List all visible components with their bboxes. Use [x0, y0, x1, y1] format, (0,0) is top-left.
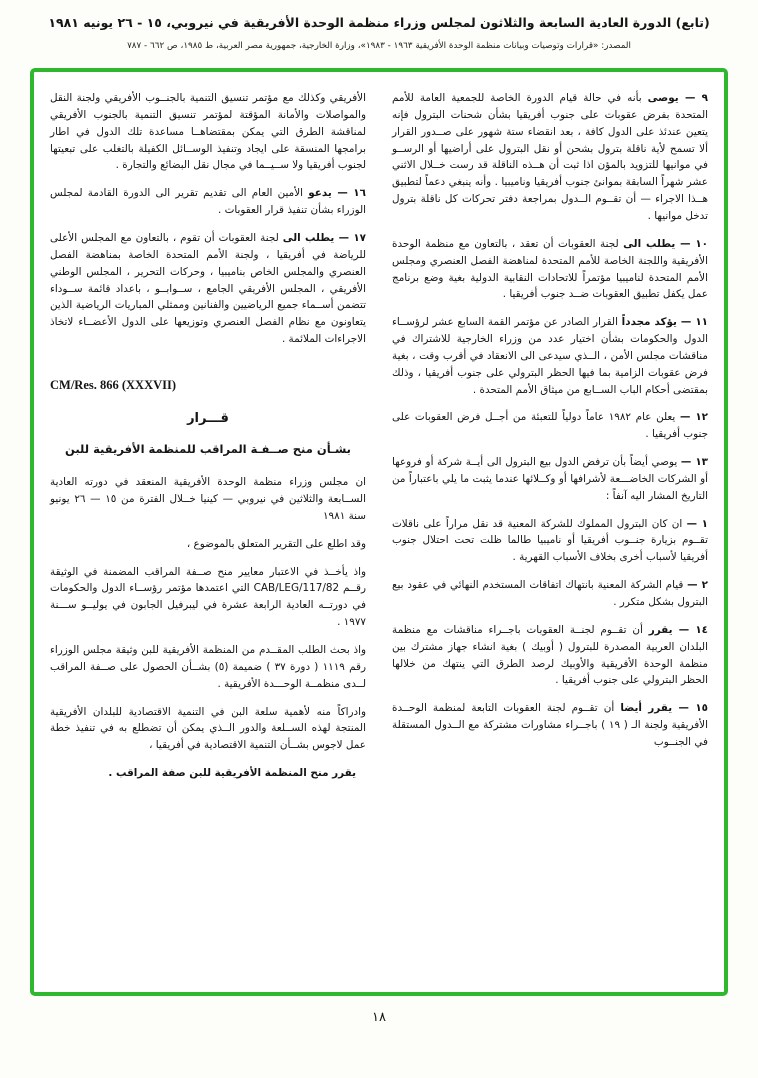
para-17 [50, 230, 366, 348]
para-13 [392, 454, 708, 505]
content-frame [30, 68, 728, 996]
para-13-sub-2 [392, 577, 708, 611]
para-13-sub-2-text: قيام الشركة المعنية بانتهاك اتفاقات المستخدم النهائي في عقود بيع البترول بشكل متكرر . [392, 579, 708, 608]
para-10-text: لجنة العقوبات أن تعقد ، بالتعاون مع منظمة الوحدة الأفريقية واللجنة الخاصة للأمم المتحدة لمناهضة الفصل العنصري ومجلس الأمم المتحدة لناميبيا مؤتمراً للاتحادات النقابية الدولية بغية وضع برنامج عمل يكفل تطبيق العقوبات ضــد جنوب أفريقيا . [392, 237, 708, 301]
para-12-text: يعلن عام ١٩٨٢ عاماً دولياً للتعبئة من أجــل فرض العقوبات على جنوب أفريقيا . [392, 411, 708, 441]
resolution-clause-request-text: واذ بحث الطلب المقــدم من المنظمة الأفريقية للبن وثيقة مجلس الوزراء رقم ١١١٩ ( دورة ٣٧ ) ضميمة (٥) بشــأن الحصول على صــفة المراقب لــدى منظمــة الوحـــدة الأفريقية . [50, 644, 366, 690]
para-11 [392, 314, 708, 398]
para-13-sub-2-number: ٢ — [687, 579, 709, 592]
para-10-number: ١٠ — يطلب الى [623, 237, 708, 250]
para-12 [392, 409, 708, 443]
page-footer [0, 1010, 758, 1025]
page-number: ١٨ [372, 1010, 386, 1026]
para-13-number: ١٣ — [680, 456, 708, 469]
resolution-preamble [50, 474, 366, 525]
resolution-clause-criteria [50, 564, 366, 631]
para-15-number: ١٥ — يقرر أيضا [620, 702, 709, 715]
para-12-number: ١٢ — [679, 411, 709, 424]
resolution-clause-request [50, 642, 366, 693]
para-13-sub-1-number: ١ — [686, 517, 708, 530]
para-17-text: لجنة العقوبات أن تقوم ، بالتعاون مع المجلس الأعلى للرياضة في أفريقيا ، ولجنة الأمم المتحدة الخاصة بمناهضة الفصل العنصري والمجلس الخاص بناميبيا ، وحركات التحرير ، المجلس الوطني الأفريقي ، المجلس الأفريقي الجامع ، ســوابــو ، باعداد قائمة ســوداء تتضمن أســماء جميع الرياضيين والفنانين وممثلي المباريات الرياضية الذين يتعاونون مع نظام الفصل العنصري وتوزيعها على الدول الأعضــاء لاتخاذ الاجراءات الملائمة . [50, 231, 366, 346]
para-9-number: ٩ — يوصى [647, 92, 708, 105]
resolution-clause-criteria-text: واذ يأخــذ في الاعتبار معايير منح صــفة المراقب المضمنة في الوثيقة رقــم CAB/LEG/117/82 التي اعتمدها مؤتمر رؤســاء الدول والحكومات في دورتــه العادية الرابعة عشرة في ليبرفيل الجابون في يوليــو ســـنة ١٩٧٧ . [50, 565, 367, 629]
para-15 [392, 700, 708, 751]
para-11-number: ١١ — يؤكد مجدداً [621, 316, 708, 329]
two-column-layout [50, 90, 708, 982]
resolution-decision: يقرر منح المنظمة الأفريقية للبن صفة المراقب . [108, 767, 356, 780]
para-14-text: أن تقــوم لجنــة العقوبات باجــراء مناقشات مع منظمة البلدان العربية المصدرة للبترول ( أوبيك ) بغية انشاء جهاز مشترك بين منظمة الوحدة الأفريقية والأوبيك لرصد الطرق التي ينتهك من خلالها الحظر البترولي على جنوب أفريقيا . [392, 623, 708, 687]
resolution-clause-awareness [50, 704, 366, 755]
para-14-number: ١٤ — يقرر [648, 623, 709, 636]
para-16-number: ١٦ — يدعو [308, 187, 366, 200]
para-10 [392, 236, 708, 303]
header-title: (تابع) الدورة العادية السابعة والثلاثون لمجلس وزراء منظمة الوحدة الأفريقية في نيروبي، ١٥ - ٢٦ يونيه ١٩٨١ [48, 15, 710, 30]
resolution-subject: بشـأن منح صــفـة المراقب للمنظمة الأفريقية للبن [65, 441, 351, 456]
resolution-preamble-text: ان مجلس وزراء منظمة الوحدة الأفريقية المنعقد في دورته العادية الســابعة والثلاثين في نيروبي — كينيا خــلال الفترة من ١٥ — ٢٦ يونيو سنة ١٩٨١ [50, 476, 366, 522]
document-header [0, 14, 758, 52]
para-13-sub-1 [392, 516, 708, 567]
continuation-paragraph [50, 90, 366, 174]
column-left [50, 90, 366, 982]
continuation-text: الأفريقي وكذلك مع مؤتمر تنسيق التنمية بالجنــوب الأفريقي ولجنة النقل والمواصلات والأمانة المؤقتة لمؤتمر تنسيق التنمية بالجنوب الأفريقي لمناقشة الطرق التي يمكن بمقتضاهــا مساعدة تلك الدول في اطار برامجها المنسقة على ايجاد وتنفيذ الوســائل الكفيلة بالتغلب على تبعيتها لجنوب أفريقيا ولا ســيــما في مجال نقل البضائع والتجارة . [50, 92, 366, 172]
para-14 [392, 622, 708, 689]
para-9 [392, 90, 708, 225]
para-11-text: القرار الصادر عن مؤتمر القمة السابع عشر لرؤســاء الدول والحكومات بشأن اختيار عدد من وزراء الخارجية للاشتراك في مناقشات مجلس الأمن ، الــذي سيدعى الى الانعقاد في أقرب وقت ، بغية فرض عقوبات الزامية بما فيها الحظر البترولي على جنوب أفريقيا ، وذلك بمقتضى أحكام الباب الســابع من ميثاق الأمم المتحدة . [392, 316, 708, 396]
para-16 [50, 185, 366, 219]
resolution-reference: CM/Res. 866 (XXXVII) [50, 377, 177, 392]
resolution-clause-report [50, 536, 366, 553]
column-right [392, 90, 708, 982]
para-15-text: أن تقــوم لجنة العقوبات التابعة لمنظمة الوحــدة الأفريقية ولجنة الـ ( ١٩ ) باجــراء مشاورات مشتركة مع الــدول المستقلة في الجنــوب [392, 702, 708, 748]
para-9-text: بأنه في حالة قيام الدورة الخاصة للجمعية العامة للأمم المتحدة بفرض عقوبات على جنوب أفريقيا بشأن شحنات البترول فإنه يتعين عندئذ على الدول كافة ، بعد انقضاء ستة شهور على صــدور القرار ألا تسمح لأية ناقلة بترول بشحن أو نقل البترول على أراضيها أو الرســو في موانيها للتزويد بالمؤن اذا ثبت أن هــذه الناقلة قد رست خــلال الاثني عشر شهراً السابقة بموانئ جنوب أفريقيا وناميبيا . وأنه ينبغي دعماً لتطبيق هــذا الاجراء — أن تقــوم الــدول بمراجعة دفتر تحركات كل ناقلة بترول تدخل موانيها . [392, 92, 708, 222]
header-source: المصدر: «قرارات وتوصيات وبيانات منظمة الوحدة الأفريقية ١٩٦٣ - ١٩٨٣»، وزارة الخارجية، جمهورية مصر العربية، ط ١٩٨٥، ص ٦٦٢ - ٧٨٧ [127, 40, 631, 51]
para-13-sub-1-text: ان كان البترول المملوك للشركة المعنية قد نقل مراراً على ناقلات تقــوم بزيارة جنــوب أفريقيا أو ناميبيا طالما ظلت تحت احتلال جنوب أفريقيا لأسباب أخرى بخلاف الأسباب القهرية . [392, 517, 708, 564]
resolution-title: قـــرار [187, 410, 229, 426]
para-17-number: ١٧ — يطلب الى [282, 231, 366, 244]
para-13-text: يوصي أيضاً بأن ترفض الدول بيع البترول الى أيــة شركة أو فروعها أو الشركات الخاضـــعة لأشرافها أو وكــلائها عندما يثبت ما يلي باعتباراً من التاريخ المشار اليه آنفاً : [392, 456, 708, 502]
resolution-clause-awareness-text: وادراكاً منه لأهمية سلعة البن في التنمية الاقتصادية للبلدان الأفريقية المنتجة لهذه الســلعة والدور الــذي يمكن أن تضطلع به في تنفيذ خطة عمل لاجوس بشــأن التنمية الاقتصادية في أفريقيا ، [50, 705, 366, 752]
para-16-text: الأمين العام الى تقديم تقرير الى الدورة القادمة لمجلس الوزراء بشأن تنفيذ قرار العقوبات . [50, 187, 366, 217]
resolution-clause-report-text: وقد اطلع على التقرير المتعلق بالموضوع ، [186, 537, 366, 550]
